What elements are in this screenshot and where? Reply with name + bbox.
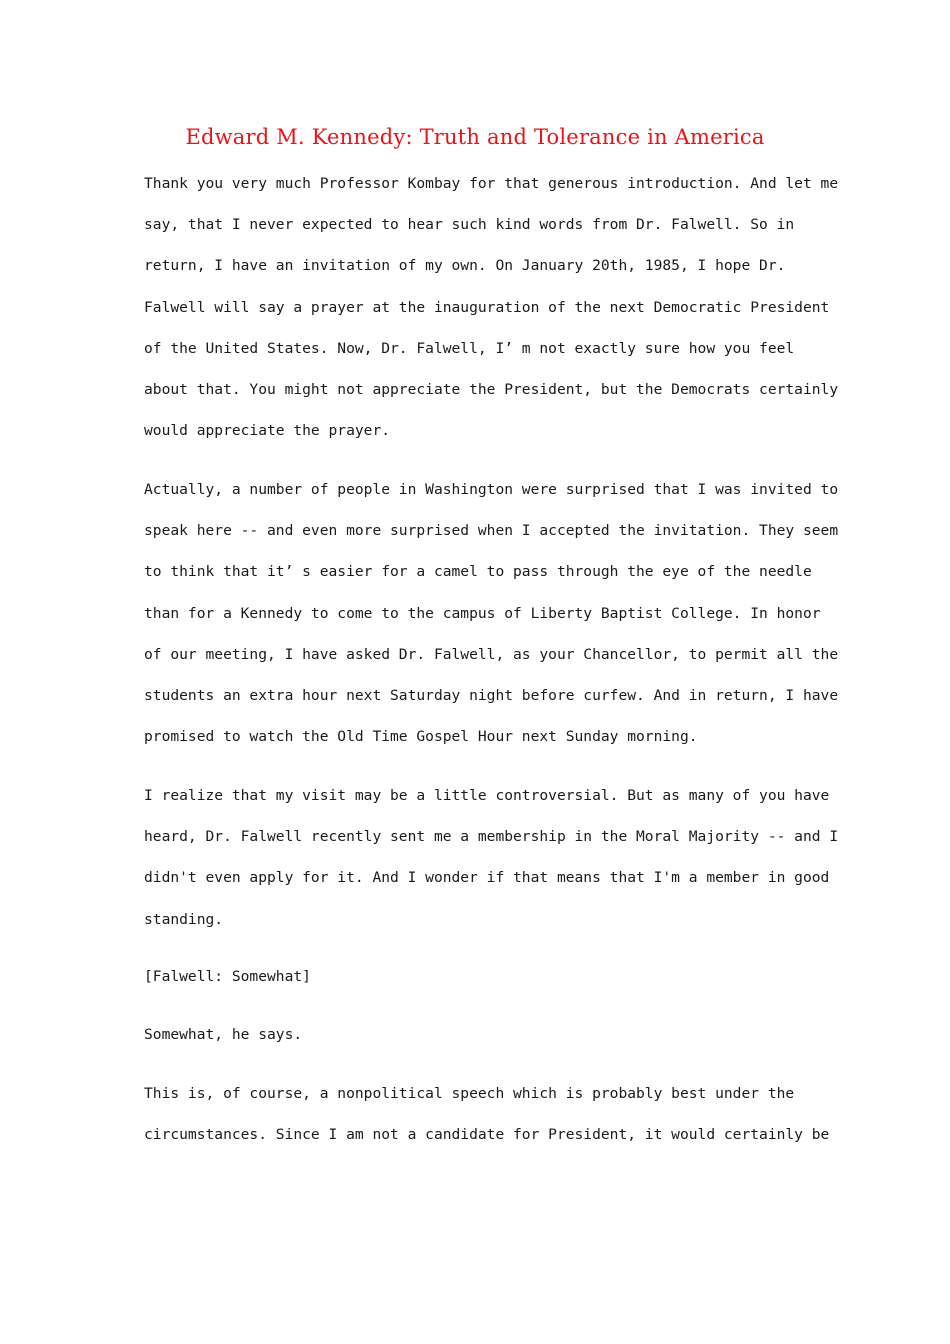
text-line: circumstances. Since I am not a candidate for President, it would certainly be: [144, 1126, 830, 1144]
text-line: promised to watch the Old Time Gospel Hour next Sunday morning.: [144, 728, 698, 746]
text-line: say, that I never expected to hear such kind words from Dr. Falwell. So in: [144, 216, 795, 234]
text-line: of our meeting, I have asked Dr. Falwell, as your Chancellor, to permit all the: [144, 645, 839, 663]
text-line: [Falwell: Somewhat]: [144, 968, 311, 985]
text-line: heard, Dr. Falwell recently sent me a membership in the Moral Majority -- and I: [144, 828, 839, 846]
text-line: Thank you very much Professor Kombay for that generous introduction. And let me: [144, 175, 839, 192]
text-line: would appreciate the prayer.: [144, 422, 391, 440]
text-line: Actually, a number of people in Washington were surprised that I was invited to: [144, 481, 839, 498]
text-line: speak here -- and even more surprised when I accepted the invitation. They seem: [144, 522, 839, 540]
text-line: to think that it’ s easier for a camel to pass through the eye of the needle: [144, 563, 812, 581]
text-line: students an extra hour next Saturday night before curfew. And in return, I have: [144, 687, 839, 704]
text-line: about that. You might not appreciate the President, but the Democrats certainly: [144, 381, 839, 398]
text-line: Somewhat, he says.: [144, 1026, 303, 1043]
text-line: return, I have an invitation of my own. On January 20th, 1985, I hope Dr.: [144, 257, 786, 275]
text-line: than for a Kennedy to come to the campus of Liberty Baptist College. In honor: [144, 604, 821, 622]
text-line: standing.: [144, 910, 224, 928]
text-line: I realize that my visit may be a little controversial. But as many of you have: [144, 787, 830, 804]
text-line: This is, of course, a nonpolitical speech which is probably best under the: [144, 1085, 795, 1102]
text-line: of the United States. Now, Dr. Falwell, I’ m not exactly sure how you feel: [144, 339, 795, 357]
text-line: Falwell will say a prayer at the inauguration of the next Democratic President: [144, 298, 830, 316]
text-line: didn't even apply for it. And I wonder if that means that I'm a member in good: [144, 869, 830, 887]
document-title: Edward M. Kennedy: Truth and Tolerance in America: [185, 125, 765, 149]
